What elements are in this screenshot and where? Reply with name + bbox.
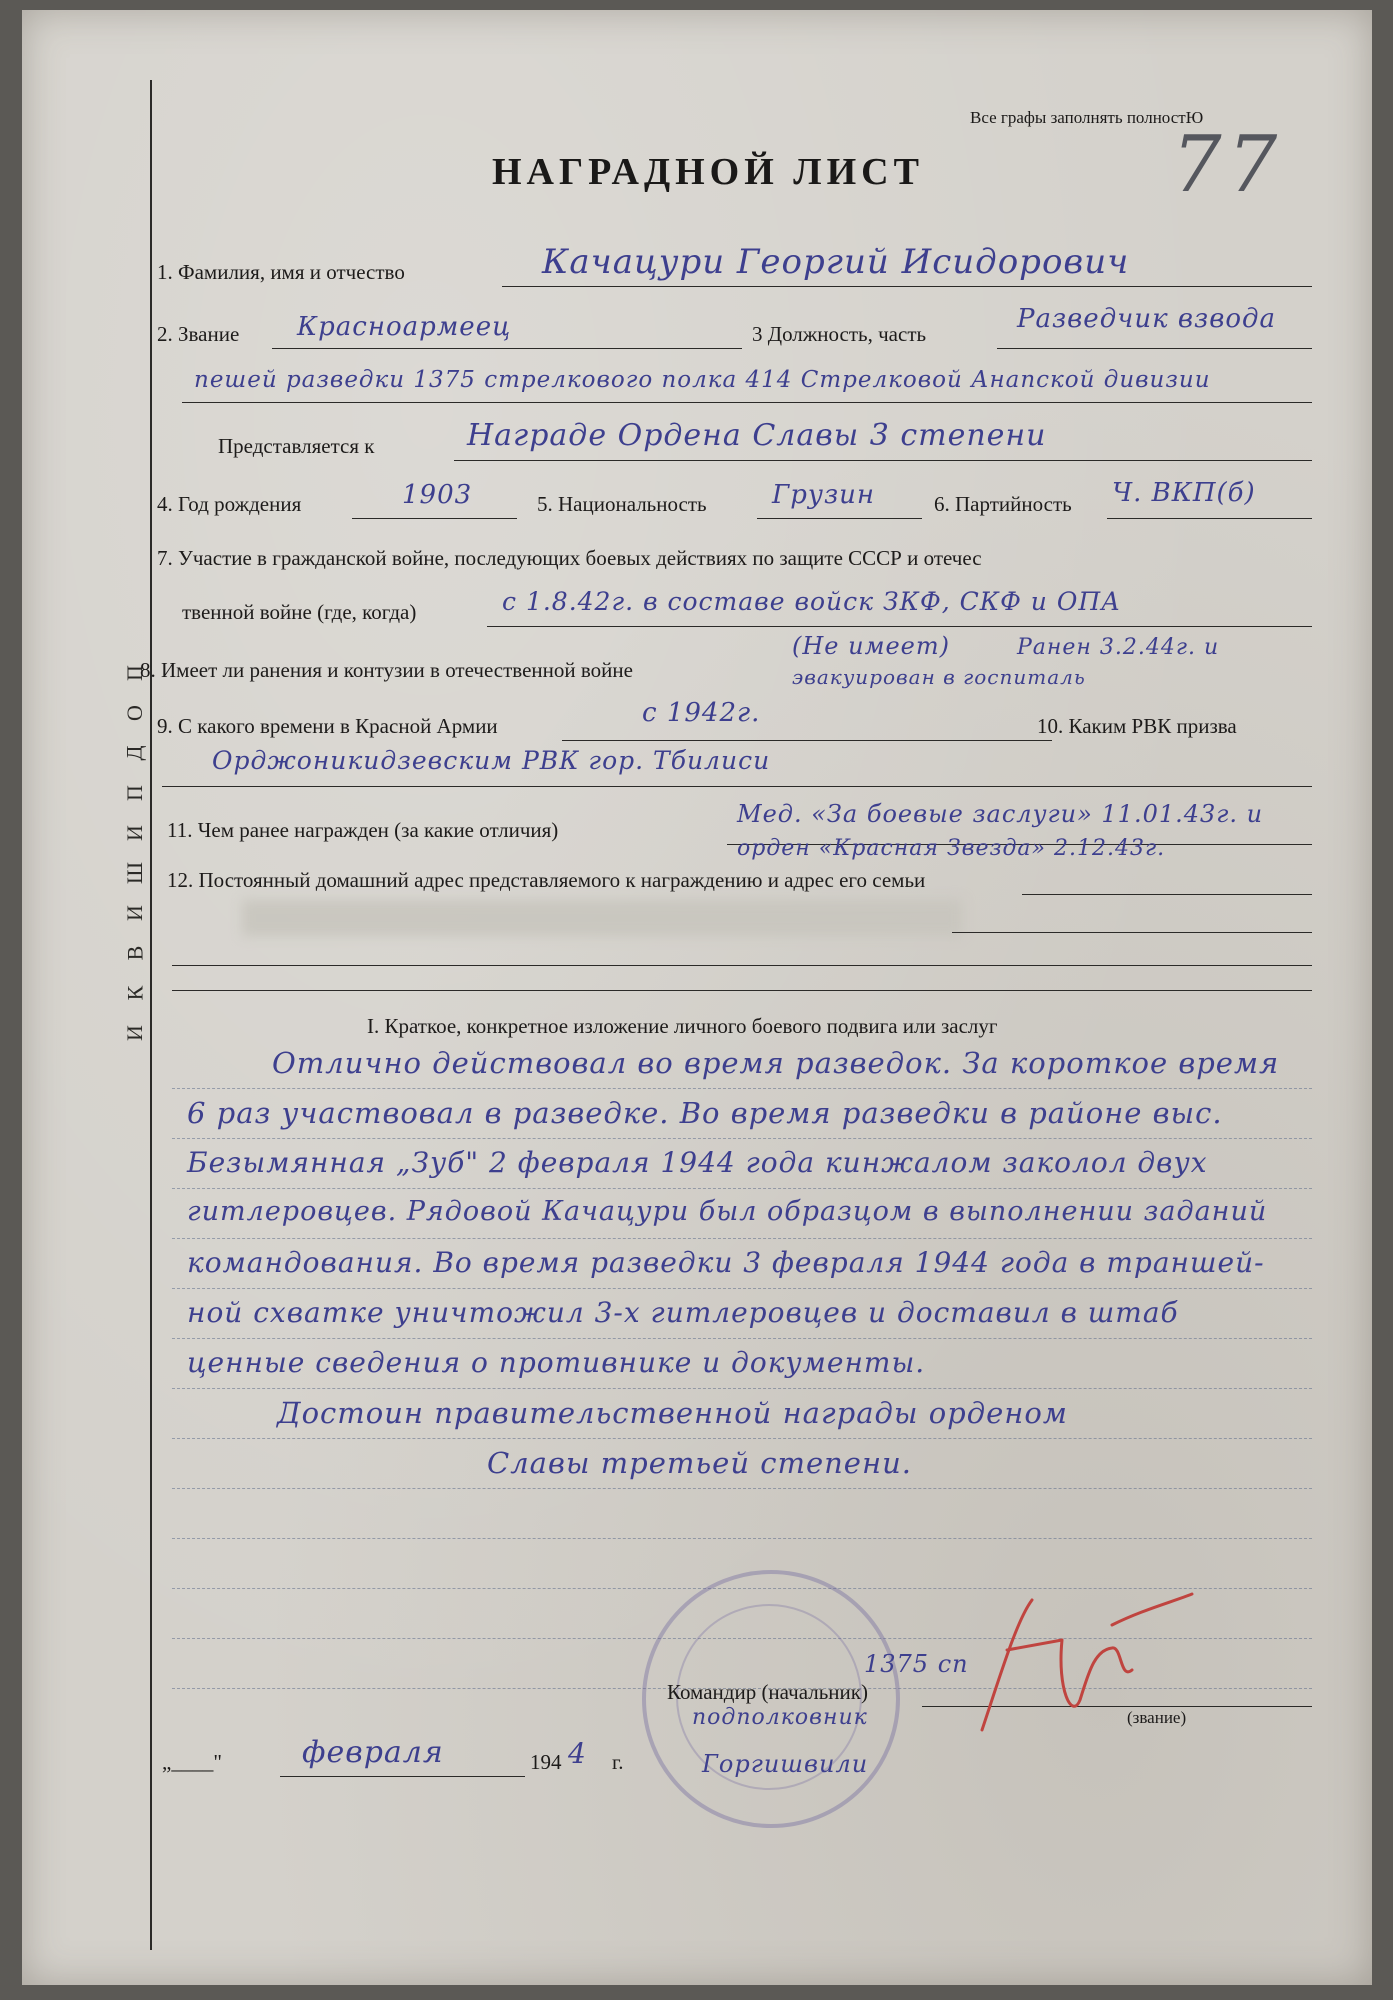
side-letter: И <box>121 825 147 841</box>
award-label: Представляется к <box>218 434 375 458</box>
signature-mark <box>962 1580 1202 1750</box>
side-letter: И <box>121 905 147 921</box>
section-heading: I. Краткое, конкретное изложение личного боевого подвига или заслуг <box>367 1014 998 1038</box>
narrative-line: гитлеровцев. Рядовой Качацури был образцом в выполнении заданий <box>187 1196 1268 1227</box>
field-10-value: Орджоникидзевским РВК гор. Тбилиси <box>212 746 771 775</box>
page-title: НАГРАДНОЙ ЛИСТ <box>492 151 924 193</box>
field-2-label: 2. Звание <box>157 322 240 346</box>
award-sheet <box>22 10 1372 1985</box>
side-letter: И <box>121 1025 147 1041</box>
side-letter: О <box>121 705 147 721</box>
narrative-line: командования. Во время разведки 3 февраля 1944 года в траншей- <box>187 1246 1265 1279</box>
narrative-line: Славы третьей степени. <box>487 1446 912 1480</box>
narrative-line: ценные сведения о противнике и документы. <box>187 1346 926 1379</box>
field-12-label: 12. Постоянный домашний адрес представляемого к награждению и адрес его семьи <box>167 868 926 892</box>
field-3-value-a: Разведчик взвода <box>1017 304 1276 334</box>
field-4-value: 1903 <box>402 480 473 510</box>
field-7-label-a: 7. Участие в гражданской войне, последующих боевых действиях по защите СССР и отечес <box>157 546 982 570</box>
margin-rule <box>150 80 152 1950</box>
commander-label: Командир (начальник) <box>667 1680 868 1704</box>
side-label-podpiski <box>120 660 150 1046</box>
commander-name: Горгишвили <box>702 1750 869 1778</box>
date-year-print: 194 <box>530 1750 562 1774</box>
field-5-label: 5. Национальность <box>537 492 707 516</box>
award-value: Награде Ордена Славы 3 степени <box>467 418 1047 453</box>
narrative-line: Отлично действовал во время разведок. За короткое время <box>272 1046 1280 1080</box>
narrative-line: Достоин правительственной награды орденом <box>277 1396 1068 1430</box>
fill-note: Все графы заполнять полностЮ <box>970 108 1204 127</box>
field-11-label: 11. Чем ранее награжден (за какие отличия) <box>167 818 559 842</box>
field-9-label: 9. С какого времени в Красной Армии <box>157 714 498 738</box>
field-11-value-b: орден «Красная Звезда» 2.12.43г. <box>737 836 1166 861</box>
field-1-value: Качацури Георгий Исидорович <box>542 242 1130 282</box>
field-11-value-a: Мед. «За боевые заслуги» 11.01.43г. и <box>737 800 1264 828</box>
side-letter: Д <box>121 745 147 761</box>
date-year-hw: 4 <box>568 1737 587 1770</box>
side-letter: Ш <box>121 861 147 885</box>
side-letter: В <box>122 945 147 961</box>
field-3-label: 3 Должность, часть <box>752 322 927 346</box>
field-4-label: 4. Год рождения <box>157 492 302 516</box>
field-6-value: Ч. ВКП(б) <box>1112 478 1256 508</box>
field-1-label: 1. Фамилия, имя и отчество <box>157 260 405 284</box>
narrative-line: 6 раз участвовал в разведке. Во время разведки в районе выс. <box>187 1096 1223 1130</box>
date-year-suffix: г. <box>612 1750 624 1774</box>
redacted-address <box>242 900 962 936</box>
field-10-label: 10. Каким РВК призва <box>1037 714 1237 738</box>
field-8-value-a: (Не имеет) <box>792 632 951 660</box>
commander-rank: подполковник <box>692 1705 868 1730</box>
side-letter: К <box>122 985 147 1001</box>
field-7-value: с 1.8.42г. в составе войск ЗКФ, СКФ и ОПА <box>502 587 1122 616</box>
side-letter: П <box>121 785 147 801</box>
field-5-value: Грузин <box>772 480 875 510</box>
field-8-value-c: эвакуирован в госпиталь <box>792 665 1086 689</box>
field-7-label-b: твенной войне (где, когда) <box>182 600 417 624</box>
field-2-value: Красноармеец <box>297 312 512 342</box>
narrative-line: Безымянная „Зуб" 2 февраля 1944 года кинжалом заколол двух <box>187 1146 1208 1179</box>
field-8-label: 8. Имеет ли ранения и контузии в отечественной войне <box>140 658 633 682</box>
field-8-value-b: Ранен 3.2.44г. и <box>1017 635 1220 660</box>
date-month: февраля <box>302 1735 444 1770</box>
rank-caption: (звание) <box>1127 1708 1187 1727</box>
narrative-line: ной схватке уничтожил 3-х гитлеровцев и доставил в штаб <box>187 1296 1179 1329</box>
date-day: „____" <box>162 1750 222 1774</box>
commander-unit: 1375 сп <box>864 1650 969 1678</box>
corner-number: 77 <box>1172 120 1284 210</box>
field-6-label: 6. Партийность <box>934 492 1072 516</box>
field-3-value-b: пешей разведки 1375 стрелкового полка 414 Стрелковой Анапской дивизии <box>194 367 1211 393</box>
side-letter: П <box>121 665 147 681</box>
field-9-value: с 1942г. <box>642 698 761 728</box>
